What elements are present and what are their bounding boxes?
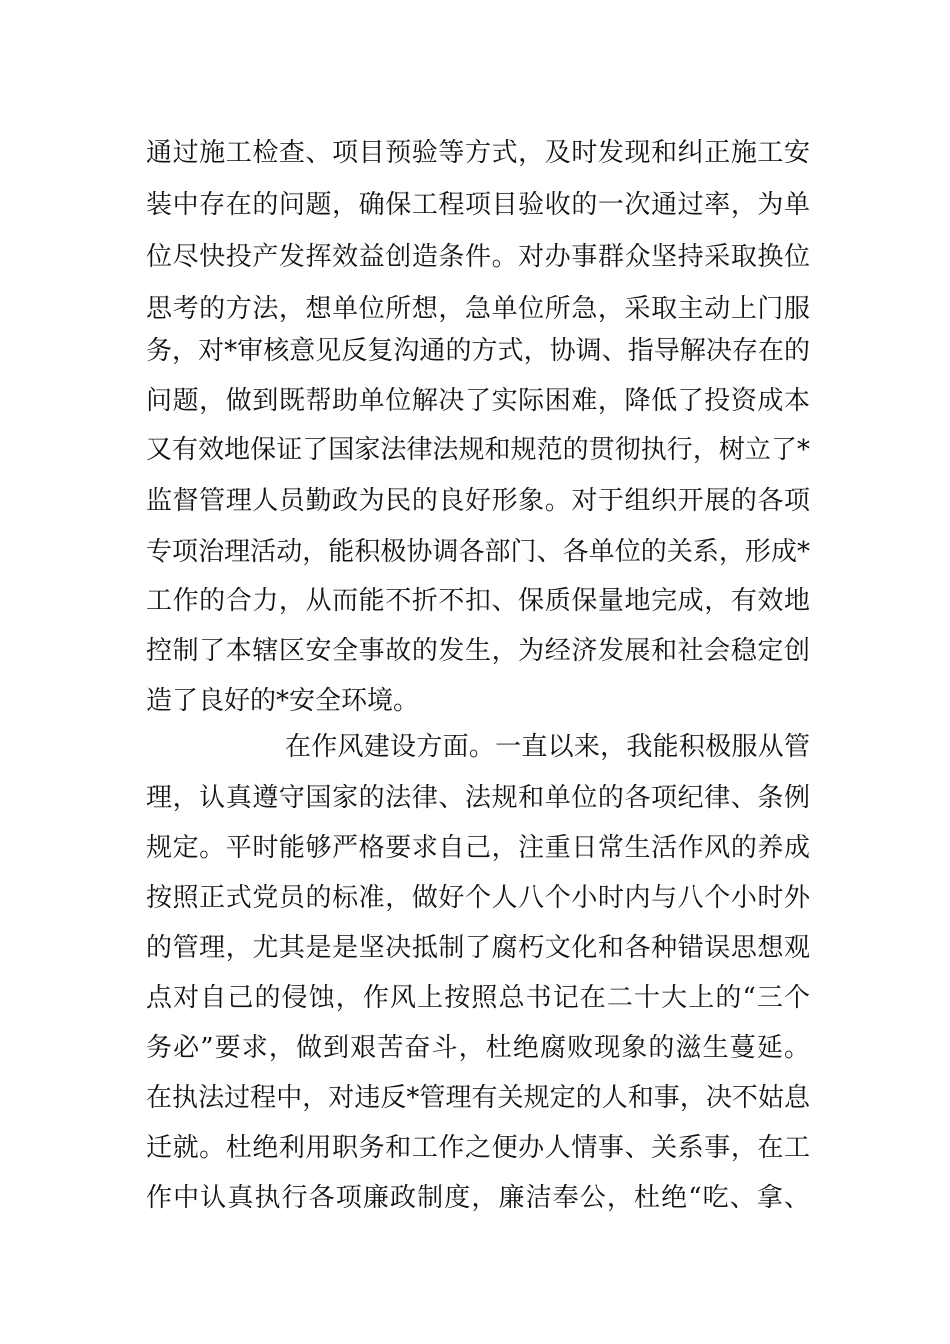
text-line: 装中存在的问题，确保工程项目验收的一次通过率，为单 (146, 190, 810, 220)
text-line: 通过施工检查、项目预验等方式，及时发现和纠正施工安 (146, 138, 810, 168)
text-line: 又有效地保证了国家法律法规和规范的贯彻执行，树立了* (146, 435, 810, 465)
text-line: 位尽快投产发挥效益创造条件。对办事群众坚持采取换位 (146, 242, 810, 272)
text-line: 问题，做到既帮助单位解决了实际困难，降低了投资成本 (146, 386, 810, 416)
text-line: 控制了本辖区安全事故的发生，为经济发展和社会稳定创 (146, 636, 810, 666)
text-line: 规定。平时能够严格要求自己，注重日常生活作风的养成 (146, 833, 810, 863)
text-line: 监督管理人员勤政为民的良好形象。对于组织开展的各项 (146, 486, 810, 516)
text-line: 作中认真执行各项廉政制度，廉洁奉公，杜绝“吃、拿、 (146, 1183, 810, 1213)
text-line: 在作风建设方面。一直以来，我能积极服从管 (285, 732, 810, 762)
text-line: 的管理，尤其是是坚决抵制了腐朽文化和各种错误思想观 (146, 933, 810, 963)
text-line: 点对自己的侵蚀，作风上按照总书记在二十大上的“三个 (146, 983, 810, 1013)
text-line: 迁就。杜绝利用职务和工作之便办人情事、关系事，在工 (146, 1133, 810, 1163)
text-line: 按照正式党员的标准，做好个人八个小时内与八个小时外 (146, 883, 810, 913)
text-line: 工作的合力，从而能不折不扣、保质保量地完成，有效地 (146, 586, 810, 616)
text-line: 理，认真遵守国家的法律、法规和单位的各项纪律、条例 (146, 783, 810, 813)
text-line: 思考的方法，想单位所想，急单位所急，采取主动上门服 (146, 294, 810, 324)
text-line: 造了良好的*安全环境。 (146, 686, 420, 716)
text-line: 务必”要求，做到艰苦奋斗，杜绝腐败现象的滋生蔓延。 (146, 1033, 810, 1063)
text-line: 在执法过程中，对违反*管理有关规定的人和事，决不姑息 (146, 1083, 810, 1113)
text-line: 务，对*审核意见反复沟通的方式，协调、指导解决存在的 (146, 336, 810, 366)
text-line: 专项治理活动，能积极协调各部门、各单位的关系，形成* (146, 537, 810, 567)
